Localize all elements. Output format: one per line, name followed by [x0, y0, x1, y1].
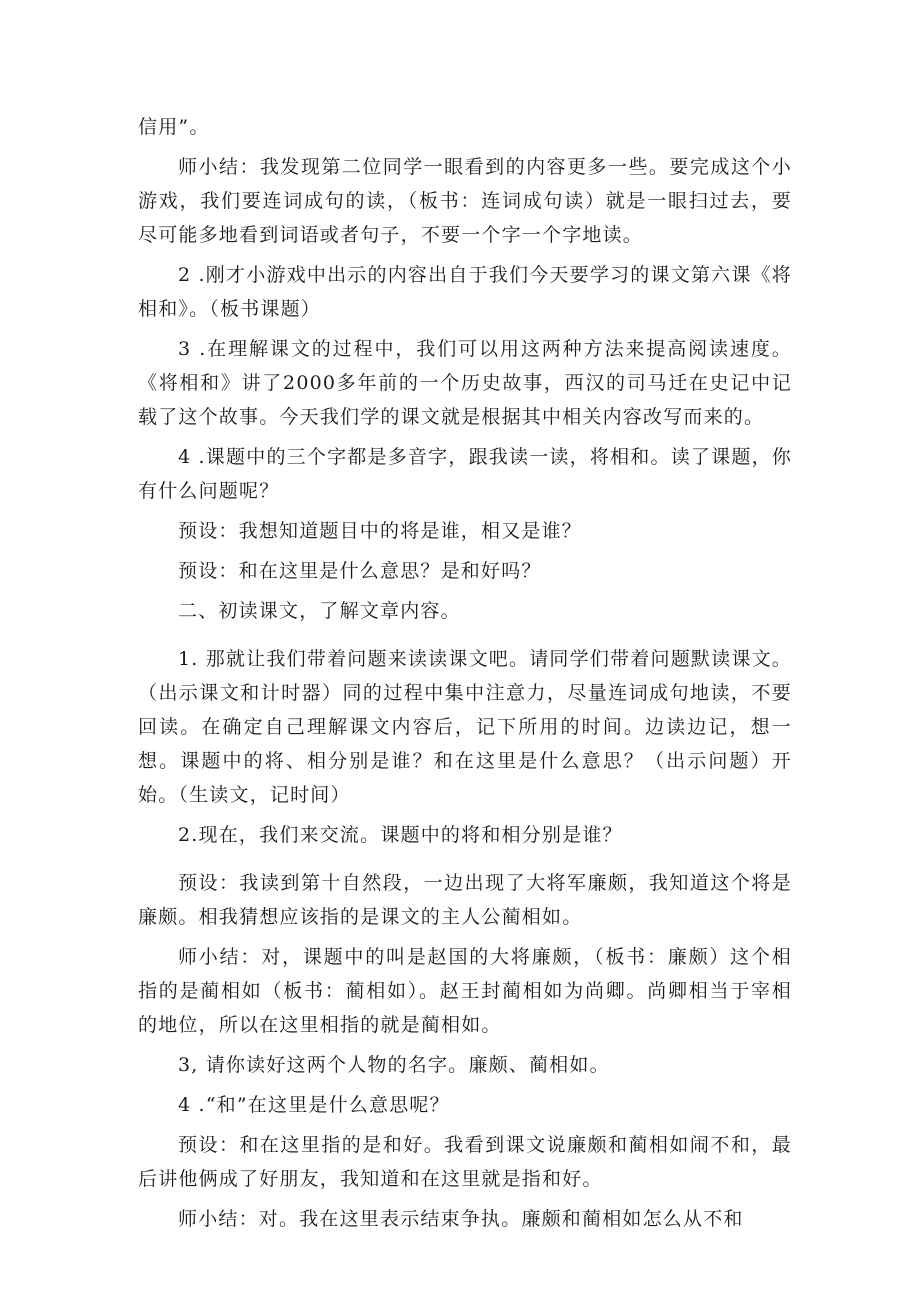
paragraph-preset-2: 预设：和在这里是什么意思？是和好吗？	[178, 560, 542, 582]
paragraph-item-4: 4 .课题中的三个字都是多音字，跟我读一读，将相和。读了课题，你有什么问题呢？	[138, 446, 792, 502]
section-heading-2: 二、初读课文，了解文章内容。	[178, 600, 461, 622]
paragraph-teacher-summary-1: 师小结：我发现第二位同学一眼看到的内容更多一些。要完成这个小游戏，我们要连词成句的读，（板书：连词成句读）就是一眼扫过去，要尽可能多地看到词语或者句子，不要一个字一个字地读。	[138, 156, 792, 246]
paragraph-step-3: 3, 请你读好这两个人物的名字。廉颇、蔺相如。	[178, 1054, 610, 1076]
paragraph-teacher-summary-2: 师小结：对，课题中的叫是赵国的大将廉颇，（板书：廉颇）这个相指的是蔺相如（板书：蔺相如）。赵王封蔺相如为尚卿。尚卿相当于宰相的地位，所以在这里相指的就是蔺相如。	[138, 946, 792, 1036]
paragraph-step-2: 2.现在，我们来交流。课题中的将和相分别是谁？	[178, 824, 623, 846]
paragraph-item-2: 2 .刚才小游戏中出示的内容出自于我们今天要学习的课文第六课《将相和》。（板书课题）	[138, 264, 792, 320]
paragraph-preset-3: 预设：我读到第十自然段，一边出现了大将军廉颇，我知道这个将是廉颇。相我猜想应该指的是课文的主人公蔺相如。	[138, 872, 792, 928]
paragraph-continuation: 信用”。	[138, 116, 210, 138]
paragraph-preset-4: 预设：和在这里指的是和好。我看到课文说廉颇和蔺相如闹不和，最后讲他俩成了好朋友，我知道和在这里就是指和好。	[138, 1134, 792, 1190]
paragraph-step-4: 4 .“和”在这里是什么意思呢？	[178, 1094, 450, 1116]
paragraph-teacher-summary-3: 师小结：对。我在这里表示结束争执。廉颇和蔺相如怎么从不和	[178, 1208, 744, 1230]
document-body	[138, 110, 792, 1239]
paragraph-item-3: 3 .在理解课文的过程中，我们可以用这两种方法来提高阅读速度。《将相和》讲了2000多年前的一个历史故事，西汉的司马迁在史记中记载了这个故事。今天我们学的课文就是根据其中相关内容改写而来的。	[138, 338, 792, 428]
paragraph-preset-1: 预设：我想知道题目中的将是谁，相又是谁？	[178, 520, 583, 542]
paragraph-step-1: 1. 那就让我们带着问题来读读课文吧。请同学们带着问题默读课文。（出示课文和计时器）同的过程中集中注意力，尽量连词成句地读，不要回读。在确定自己理解课文内容后，记下所用的时间。边读边记，想一想。课题中的将、相分别是谁？和在这里是什么意思？（出示问题）开始。（生读文，记时间）	[138, 648, 792, 806]
